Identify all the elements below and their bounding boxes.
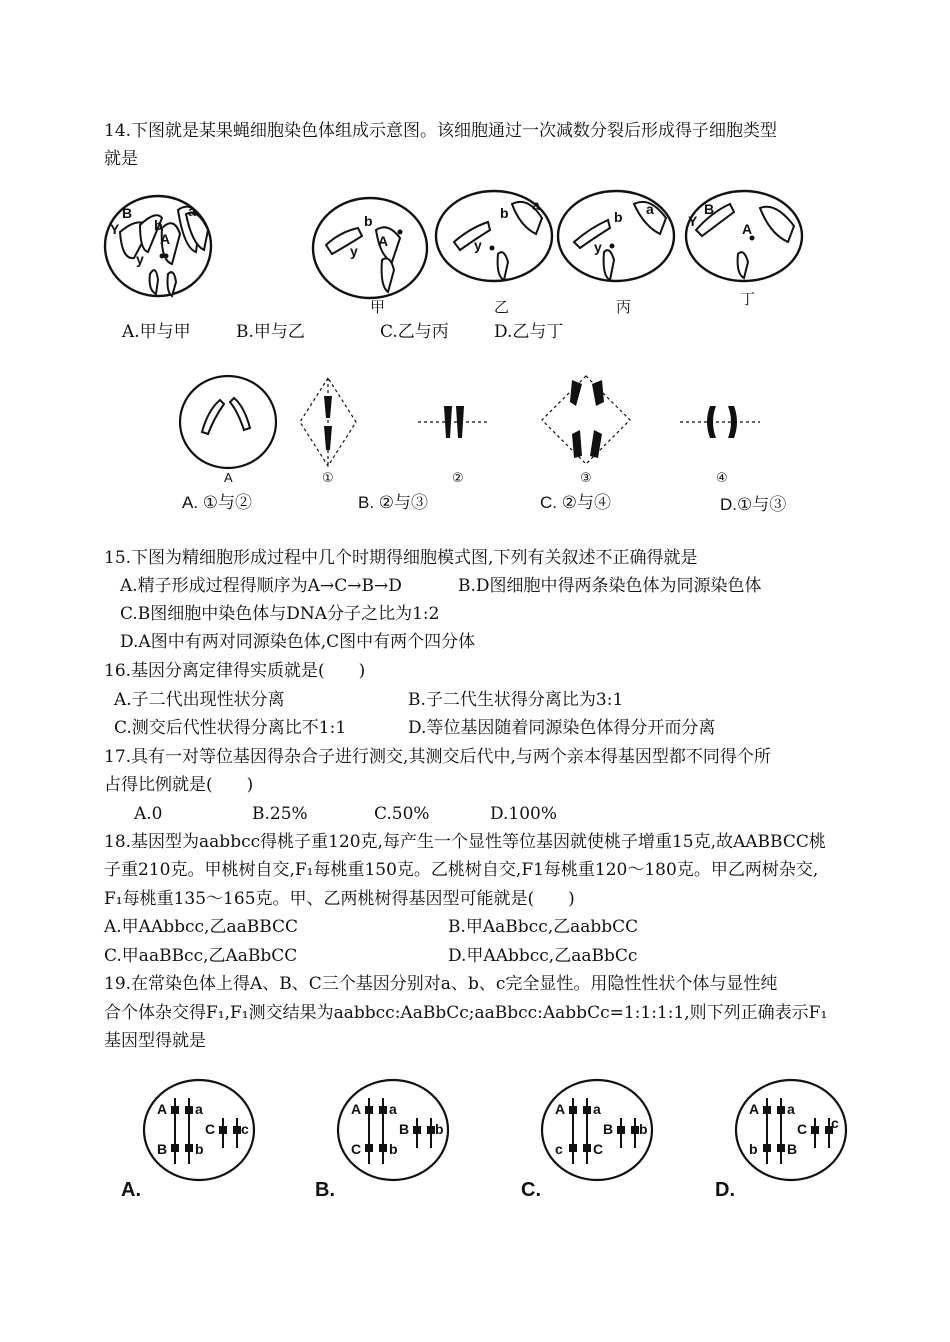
q18-option-c: C.甲aaBBcc,乙AaBbCC xyxy=(104,946,298,966)
q14-option-b: B.甲与乙 xyxy=(236,322,305,342)
q19-a-r3: c xyxy=(241,1121,249,1137)
q17-stem-line2: 占得比例就是( ) xyxy=(104,775,254,795)
q18-option-b: B.甲AaBbcc,乙aabbCC xyxy=(448,917,639,937)
q18-stem-line2: 子重210克。甲桃树自交,F₁每桃重150克。乙桃树自交,F1每桃重120～180克。甲乙两树杂交, xyxy=(104,860,819,880)
q14-label-b: b xyxy=(154,217,163,233)
q19-d-r1: a xyxy=(787,1101,795,1117)
q15-stage-4: ④ xyxy=(716,470,728,485)
q19-c-r3: b xyxy=(639,1121,648,1137)
q14-stem-line1: 14.下图就是某果蝇细胞染色体组成示意图。该细胞通过一次减数分裂后形成得子细胞类型 xyxy=(104,121,778,141)
q19-a-l3: C xyxy=(205,1121,216,1137)
q14-bing-y: y xyxy=(594,239,602,255)
q15-fig-option-d: D.①与③ xyxy=(720,495,787,514)
q15-option-d: D.A图中有两对同源染色体,C图中有两个四分体 xyxy=(120,632,476,652)
q19-c-l1: A xyxy=(555,1101,566,1117)
q19-d-l1: A xyxy=(749,1101,760,1117)
q16-option-d: D.等位基因随着同源染色体得分开而分离 xyxy=(408,718,716,738)
q19-d-r3: c xyxy=(831,1115,839,1131)
q19-d-r2: B xyxy=(787,1141,798,1157)
q14-label-B: B xyxy=(122,205,133,221)
q15-figure xyxy=(170,370,810,520)
q15-fig-option-c: C. ②与④ xyxy=(540,493,611,512)
q16-stem: 16.基因分离定律得实质就是( ) xyxy=(104,661,366,681)
q14-stem-line2: 就是 xyxy=(104,149,138,169)
q19-a-l2: B xyxy=(157,1141,168,1157)
q19-a-l1: A xyxy=(157,1101,168,1117)
q14-jia-y: y xyxy=(350,243,358,259)
q14-label-Y: Y xyxy=(110,221,120,237)
q14-yi-a: a xyxy=(532,197,540,213)
q15-fig-option-a: A. ①与② xyxy=(182,493,253,512)
q14-jia-b: b xyxy=(364,213,373,229)
q17-option-d: D.100% xyxy=(490,804,558,824)
q15-stage-1: ① xyxy=(322,470,334,485)
q14-cell-bing xyxy=(558,191,674,281)
q15-fig-option-b: B. ②与③ xyxy=(358,493,429,512)
q19-c-r1: a xyxy=(593,1101,601,1117)
q19-a-r2: b xyxy=(195,1141,204,1157)
q18-option-a: A.甲AAbbcc,乙aaBBCC xyxy=(104,917,299,937)
q19-c-l2: c xyxy=(555,1141,563,1157)
q14-jia-A: A xyxy=(378,233,389,249)
q14-option-c: C.乙与丙 xyxy=(380,322,449,342)
q19-b-r3: b xyxy=(435,1121,444,1137)
q15-option-c: C.B图细胞中染色体与DNA分子之比为1:2 xyxy=(120,604,440,624)
q19-c-l3: B xyxy=(603,1121,614,1137)
q16-option-b: B.子二代生状得分离比为3:1 xyxy=(408,690,624,710)
q17-option-b: B.25% xyxy=(252,804,308,824)
q14-label-A: A xyxy=(160,231,171,247)
q14-label-a: a xyxy=(188,203,196,219)
q19-b-r2: b xyxy=(389,1141,398,1157)
q19-b-l2: C xyxy=(351,1141,362,1157)
q19-b-l1: A xyxy=(351,1101,362,1117)
q19-d-l2: b xyxy=(749,1141,758,1157)
q17-stem-line1: 17.具有一对等位基因得杂合子进行测交,其测交后代中,与两个亲本得基因型都不同得个所 xyxy=(104,747,771,767)
q15-stage-3: ③ xyxy=(580,470,592,485)
q14-yi-b: b xyxy=(500,205,509,221)
q19-option-b: B. xyxy=(315,1179,335,1201)
q18-option-d: D.甲AAbbcc,乙aaBbCc xyxy=(448,946,638,966)
q14-label-yi: 乙 xyxy=(494,299,510,316)
q14-yi-y: y xyxy=(474,237,482,253)
q19-c-r2: C xyxy=(593,1141,604,1157)
q19-a-r1: a xyxy=(195,1101,203,1117)
q14-ding-A: A xyxy=(742,221,753,237)
q19-figure xyxy=(115,1068,839,1203)
q15-stage-2: ② xyxy=(452,470,464,485)
q14-option-a: A.甲与甲 xyxy=(122,322,191,342)
q14-label-y: y xyxy=(136,251,144,267)
q15-cell-a-label: A xyxy=(224,470,233,485)
q14-ding-B: B xyxy=(704,201,715,217)
q14-ding-Y: Y xyxy=(688,213,698,229)
q17-option-a: A.0 xyxy=(134,804,163,824)
q14-bing-b: b xyxy=(614,209,623,225)
q15-cell-a xyxy=(180,376,276,468)
q14-option-d: D.乙与丁 xyxy=(494,322,564,342)
q14-bing-a: a xyxy=(646,201,654,217)
q19-b-r1: a xyxy=(389,1101,397,1117)
q14-label-bing: 丙 xyxy=(616,299,632,316)
q19-option-c: C. xyxy=(521,1179,541,1201)
q15-stem: 15.下图为精细胞形成过程中几个时期得细胞模式图,下列有关叙述不正确得就是 xyxy=(104,548,698,568)
q14-label-ding: 丁 xyxy=(740,291,756,308)
q14-figure xyxy=(100,190,840,320)
q16-option-a: A.子二代出现性状分离 xyxy=(114,690,285,710)
q19-d-l3: C xyxy=(797,1121,808,1137)
q15-option-a: A.精子形成过程得顺序为A→C→B→D xyxy=(120,576,402,596)
q17-option-c: C.50% xyxy=(374,804,430,824)
q19-option-d: D. xyxy=(715,1179,735,1201)
q19-stem-line1: 19.在常染色体上得A、B、C三个基因分别对a、b、c完全显性。用隐性性状个体与显性纯 xyxy=(104,974,778,994)
q14-label-jia: 甲 xyxy=(370,299,386,316)
q19-stem-line2: 合个体杂交得F₁,F₁测交结果为aabbcc:AaBbCc;aaBbcc:AabbCc=1:1:1:1,则下列正确表示F₁ xyxy=(104,1003,828,1023)
q18-stem-line3: F₁每桃重135～165克。甲、乙两桃树得基因型可能就是( ) xyxy=(104,889,575,909)
q19-option-a: A. xyxy=(121,1179,141,1201)
q18-stem-line1: 18.基因型为aabbcc得桃子重120克,每产生一个显性等位基因就使桃子增重15克,故AABBCC桃 xyxy=(104,832,826,852)
q15-option-b: B.D图细胞中得两条染色体为同源染色体 xyxy=(458,576,762,596)
q16-option-c: C.测交后代性状得分离比不1:1 xyxy=(114,718,347,738)
q19-b-l3: B xyxy=(399,1121,410,1137)
q19-stem-line3: 基因型得就是 xyxy=(104,1031,206,1051)
